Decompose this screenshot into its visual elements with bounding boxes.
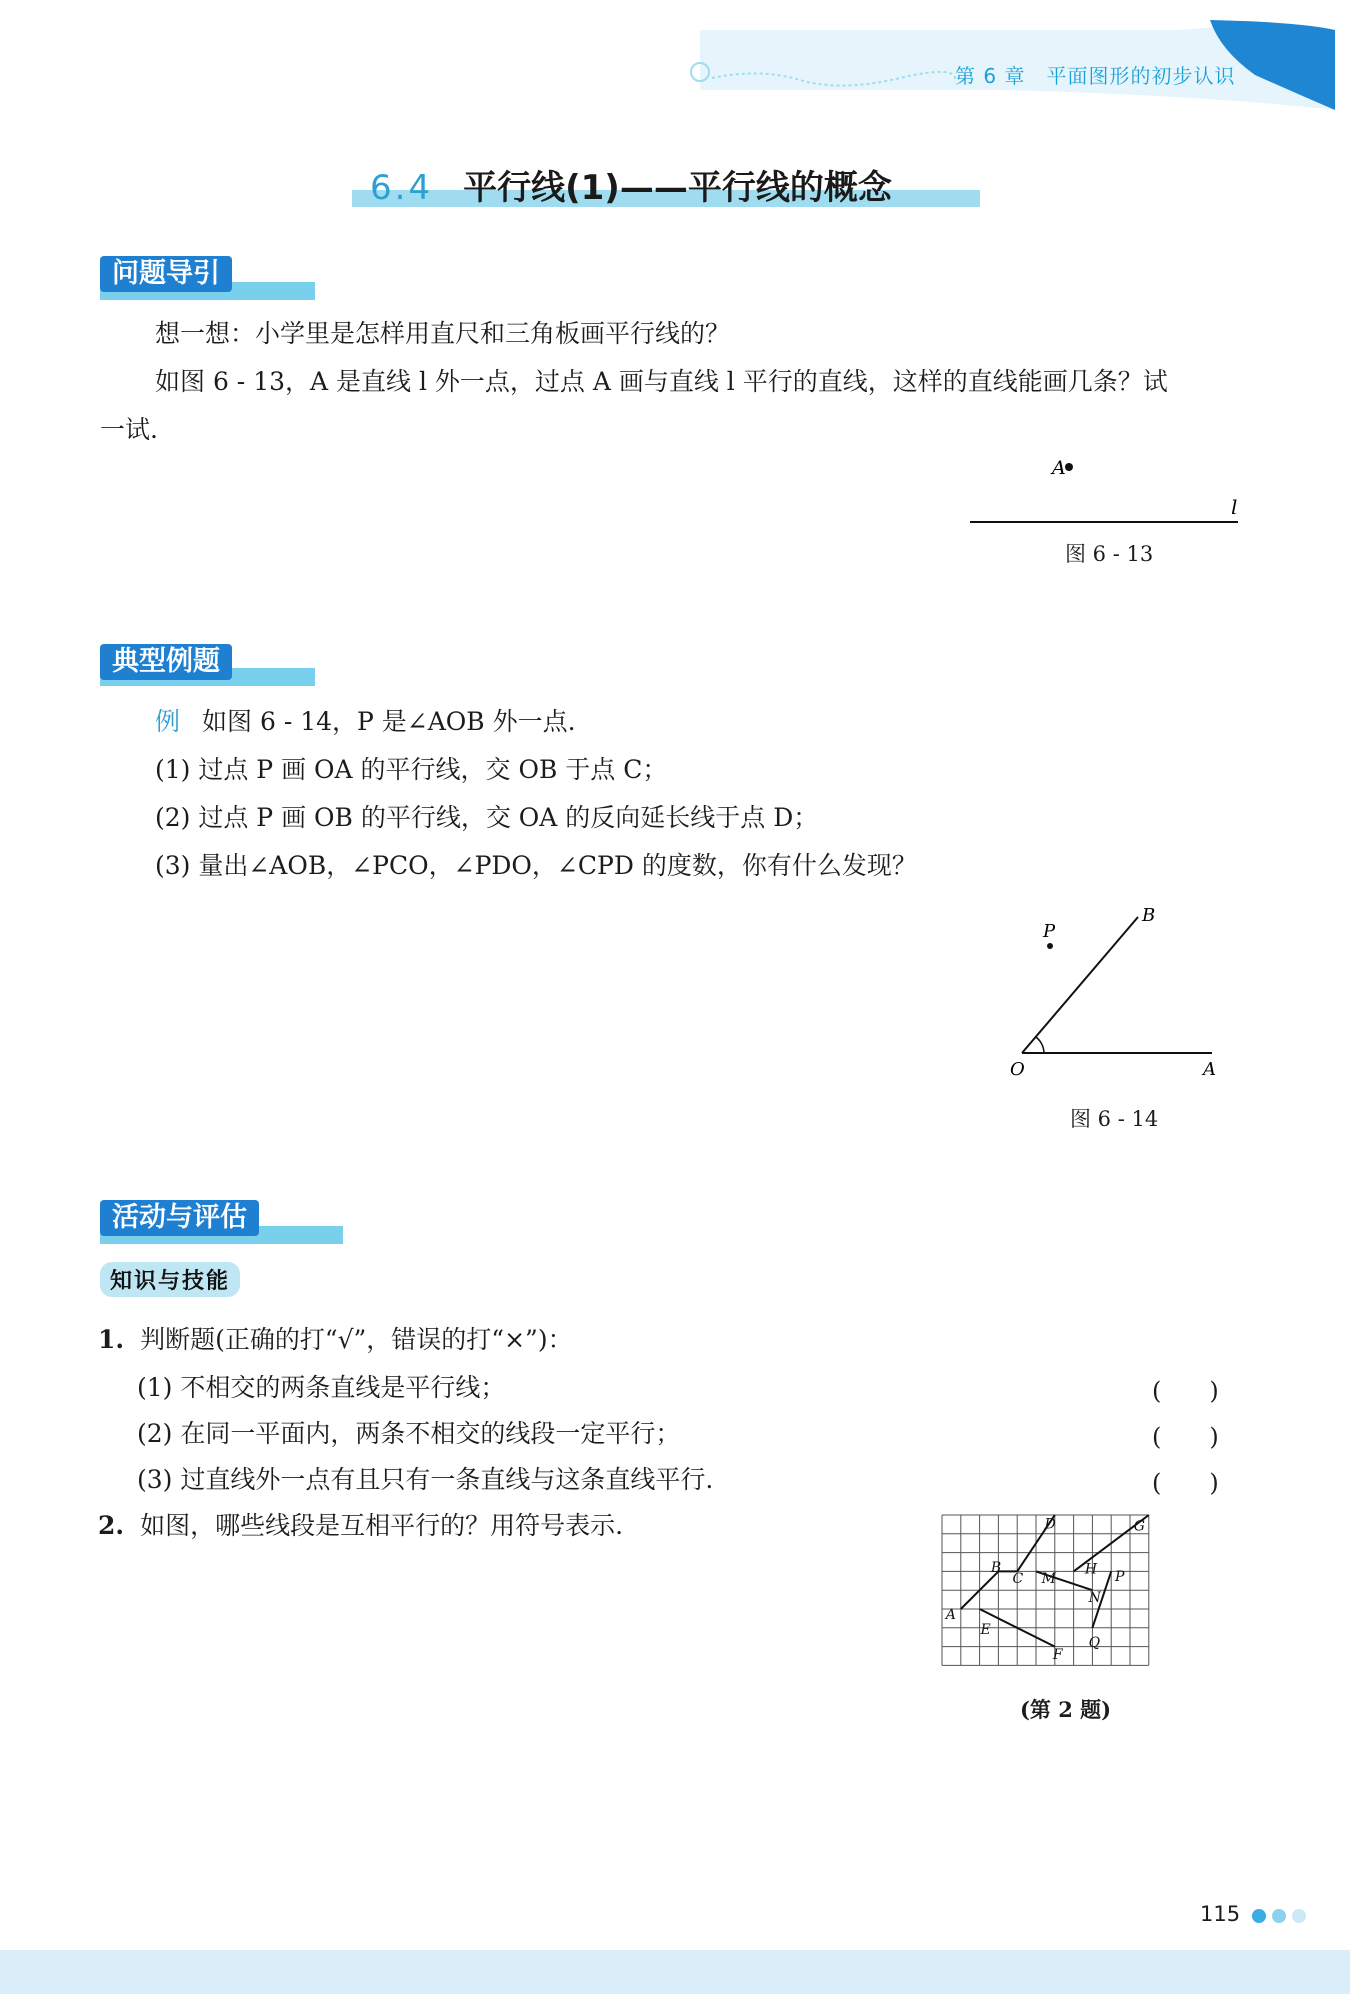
exercise-2-number: 2. (98, 1511, 125, 1540)
label-o: O (1010, 1059, 1025, 1080)
grid-label-a: A (945, 1606, 956, 1623)
example-q2: (2) 过点 P 画 OB 的平行线，交 OA 的反向延长线于点 D； (155, 803, 819, 832)
grid-label-q: Q (1088, 1634, 1101, 1651)
section-title: 平行线(1)——平行线的概念 (463, 168, 892, 208)
chapter-title: 第 6 章 平面图形的初步认识 (955, 64, 1236, 88)
exercise-1-item-3: (3) 过直线外一点有且只有一条直线与这条直线平行. (137, 1465, 714, 1494)
section-tag-intro: 问题导引 (100, 256, 232, 292)
answer-blank-1[interactable]: ( ) (1152, 1377, 1219, 1405)
grid-label-d: D (1044, 1516, 1056, 1533)
page-number: 115 (1200, 1902, 1241, 1926)
figure-6-14-caption: 图 6 - 14 (1070, 1107, 1159, 1131)
answer-blank-2[interactable]: ( ) (1152, 1423, 1219, 1451)
subsection-skills: 知识与技能 (100, 1262, 240, 1297)
label-p: P (1043, 921, 1056, 942)
grid-drawing (937, 1512, 1207, 1677)
figure-6-14-drawing (1000, 895, 1230, 1090)
exercise-2-stem-line (98, 1502, 623, 1550)
example-q1: (1) 过点 P 画 OA 的平行线，交 OB 于点 C； (155, 755, 668, 784)
label-l: l (1231, 495, 1238, 519)
intro-line-1: 想一想：小学里是怎样用直尺和三角板画平行线的？ (155, 319, 731, 348)
grid-caption: (第 2 题) (1020, 1697, 1112, 1722)
grid-label-p: P (1114, 1569, 1125, 1586)
section-tag-example: 典型例题 (100, 644, 232, 680)
exercise-1-number: 1. (98, 1325, 125, 1354)
label-b: B (1142, 905, 1156, 926)
grid-label-n: N (1088, 1589, 1101, 1606)
grid-label-c: C (1012, 1571, 1024, 1588)
exercise-1-stem-line (98, 1316, 573, 1364)
example-q3: (3) 量出∠AOB，∠PCO，∠PDO，∠CPD 的度数，你有什么发现？ (155, 851, 917, 880)
figure-6-14 (1000, 895, 1230, 1090)
grid-label-h: H (1084, 1561, 1098, 1578)
point-a (1065, 463, 1073, 471)
point-p (1047, 943, 1053, 949)
page-title (370, 160, 892, 209)
grid-label-f: F (1052, 1647, 1063, 1664)
figure-6-13-caption: 图 6 - 13 (1065, 542, 1154, 566)
example-tag: 例 (155, 707, 181, 736)
footer-band (0, 1950, 1350, 1994)
section-number: 6.4 (370, 168, 434, 208)
answer-blank-3[interactable]: ( ) (1152, 1469, 1219, 1497)
intro-line-3: 一试. (100, 415, 158, 444)
grid-label-m: M (1041, 1571, 1056, 1588)
angle-arc (1036, 1037, 1044, 1053)
grid-label-g: G (1133, 1518, 1145, 1535)
label-a: A (1203, 1059, 1216, 1080)
exercise-1-item-1: (1) 不相交的两条直线是平行线； (137, 1373, 506, 1402)
section-tag-activity: 活动与评估 (100, 1200, 259, 1236)
grid-figure (937, 1512, 1207, 1677)
grid-label-b: B (990, 1559, 1002, 1576)
grid-label-e: E (980, 1621, 991, 1638)
exercise-1-stem: 判断题(正确的打“√”，错误的打“×”)： (140, 1325, 573, 1354)
intro-line-2: 如图 6 - 13，A 是直线 l 外一点，过点 A 画与直线 l 平行的直线，这样的直线能画几条？试 (155, 367, 1168, 396)
exercise-1-item-2: (2) 在同一平面内，两条不相交的线段一定平行； (137, 1419, 681, 1448)
example-stem: 如图 6 - 14，P 是∠AOB 外一点. (202, 707, 576, 736)
ray-ob (1022, 917, 1138, 1053)
exercise-2-stem: 如图，哪些线段是互相平行的？用符号表示. (140, 1511, 624, 1540)
example-stem-line (155, 698, 576, 746)
page-dots-icon (1250, 1906, 1320, 1926)
label-a: A (1052, 457, 1066, 479)
